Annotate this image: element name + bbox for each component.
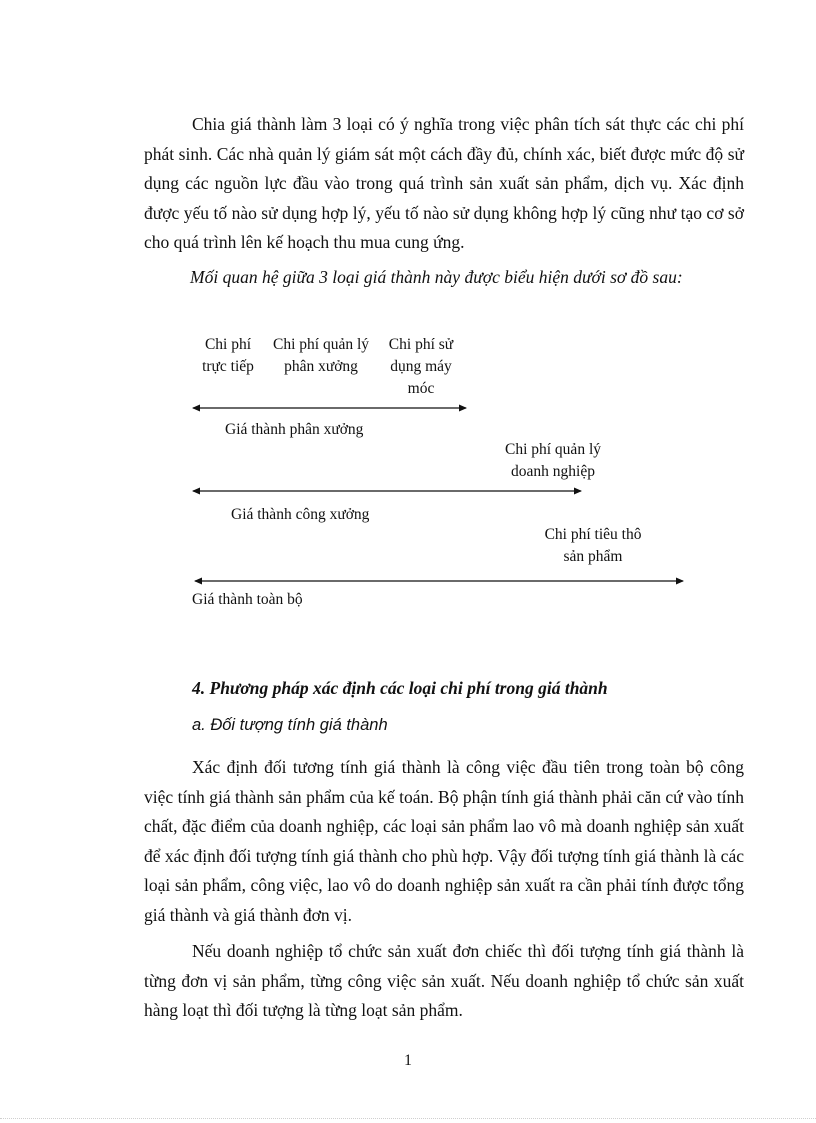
label-cost-sales: Chi phí tiêu thô sản phẩm <box>544 526 642 565</box>
intro-paragraph: Chia giá thành làm 3 loại có ý nghĩa trong việc phân tích sát thực các chi phí phát sinh. Các nhà quản lý giám sát một cách đầy đủ, chính xác, biết được mức độ sử dụng các nguồn lực đầu vào trong quá trình sản xuất sản phẩm, dịch vụ. Xác định được yếu tố nào sử dụng hợp lý, yếu tố nào sử dụng không hợp lý cũng như tạo cơ sở cho quá trình lên kế hoạch thu mua cung ứng. <box>144 114 744 252</box>
label-cost-enterprise-mgmt: Chi phí quản lý doanh nghiệp <box>504 441 601 480</box>
label-price-total: Giá thành toàn bộ <box>192 591 303 608</box>
section-4a-paragraph-2: Nếu doanh nghiệp tổ chức sản xuất đơn chiếc thì đối tượng tính giá thành là từng đơn vị sản phẩm, từng công việc sản xuất. Nếu doanh nghiệp tổ chức sản xuất hàng loạt thì đối tượng là từng loạt sản phẩm. <box>144 941 744 1020</box>
diagram-caption: Mối quan hệ giữa 3 loại giá thành này được biểu hiện dưới sơ đồ sau: <box>190 267 683 287</box>
label-cost-direct: Chi phí trực tiếp <box>202 336 254 375</box>
label-cost-machine: Chi phí sử dụng máy móc <box>388 336 454 397</box>
label-price-workshop: Giá thành phân xưởng <box>225 421 364 438</box>
page-number: 1 <box>404 1052 412 1069</box>
section-4a-subheading: a. Đối tượng tính giá thành <box>192 716 388 734</box>
label-cost-workshop-mgmt: Chi phí quản lý phân xưởng <box>273 336 370 375</box>
footer-divider <box>0 1118 816 1119</box>
section-4a-paragraph-1: Xác định đối tương tính giá thành là công việc đầu tiên trong toàn bộ công việc tính giá thành sản phẩm của kế toán. Bộ phận tính giá thành phải căn cứ vào tính chất, đặc điểm của doanh nghiệp, các loại sản phẩm lao vô mà doanh nghiệp sản xuất để xác định đối tượng tính giá thành cho phù hợp. Vậy đối tượng tính giá thành là các loại sản phẩm, công việc, lao vô do doanh nghiệp sản xuất ra cần phải tính được tổng giá thành và giá thành đơn vị. <box>144 757 744 925</box>
label-price-factory: Giá thành công xưởng <box>231 506 370 523</box>
section-4-heading: 4. Phương pháp xác định các loại chi phí trong giá thành <box>192 678 608 698</box>
